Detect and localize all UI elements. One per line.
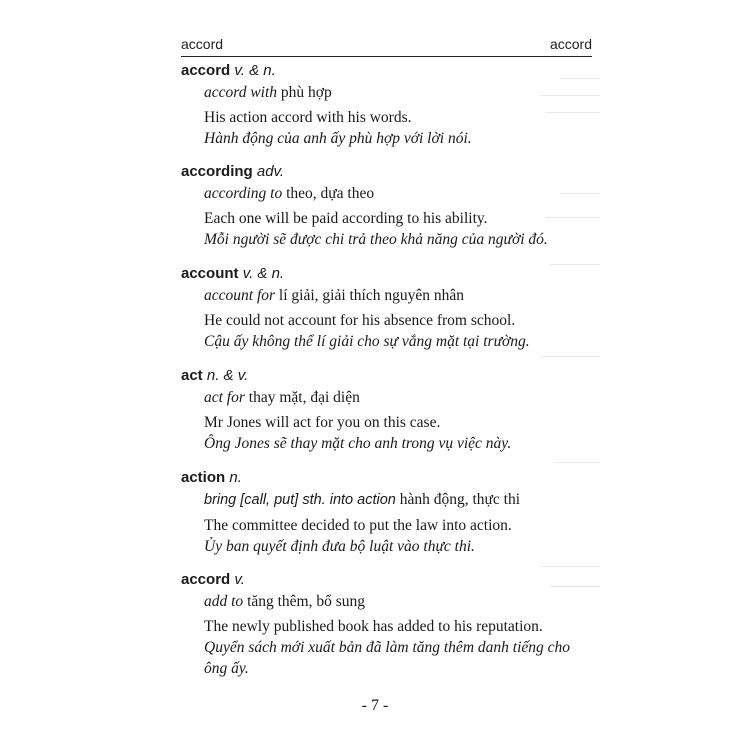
dictionary-entry (181, 162, 601, 250)
phrase-line (204, 387, 601, 408)
headword: account (181, 265, 239, 282)
headword: according (181, 163, 253, 180)
part-of-speech: v. (234, 571, 245, 588)
phrase: according to (204, 185, 283, 202)
dictionary-entry (181, 468, 601, 557)
part-of-speech: adv. (256, 163, 285, 180)
part-of-speech: n. & v. (206, 367, 249, 384)
part-of-speech: n. (229, 469, 242, 486)
phrase: accord with (204, 84, 278, 101)
bleed-through-line (555, 462, 600, 463)
running-header (181, 36, 592, 57)
entry-headword-line (181, 366, 601, 386)
part-of-speech: v. & n. (242, 265, 285, 282)
phrase-meaning: phù hợp (280, 84, 332, 101)
entry-headword-line (181, 468, 601, 488)
example-vietnamese: Quyển sách mới xuất bản đã làm tăng thêm danh tiếng cho ông ấy. (204, 639, 571, 677)
dictionary-entry (181, 570, 601, 679)
dictionary-entry (181, 366, 601, 454)
phrase: act for (204, 389, 245, 406)
phrase-meaning: lí giải, giải thích nguyên nhân (278, 287, 465, 304)
phrase-meaning: tăng thêm, bổ sung (247, 593, 366, 610)
header-right-word: accord (549, 36, 592, 52)
entry-headword-line (181, 570, 601, 590)
phrase-meaning: theo, dựa theo (286, 185, 375, 202)
example-english: His action accord with his words. (204, 109, 412, 126)
example-english: He could not account for his absence from school. (204, 312, 516, 329)
phrase-line (204, 82, 601, 103)
example-english: The newly published book has added to his reputation. (204, 618, 543, 635)
dictionary-entry (181, 61, 601, 149)
phrase-meaning: hành động, thực thi (399, 491, 521, 508)
example-vietnamese: Ủy ban quyết định đưa bộ luật vào thực thi. (204, 538, 475, 555)
bleed-through-line (540, 356, 600, 357)
example-english: Mr Jones will act for you on this case. (204, 414, 441, 431)
phrase: bring [call, put] sth. into action (204, 492, 396, 508)
phrase-line (204, 489, 601, 511)
example-vietnamese: Cậu ấy không thể lí giải cho sự vắng mặt tại trường. (204, 333, 530, 350)
phrase-meaning: thay mặt, đại diện (248, 389, 360, 406)
phrase-line (204, 183, 601, 204)
phrase-line (204, 591, 601, 612)
header-left-word: accord (181, 36, 224, 52)
example-vietnamese: Mỗi người sẽ được chi trả theo khả năng của người đó. (204, 231, 548, 248)
example-vietnamese: Ông Jones sẽ thay mặt cho anh trong vụ việc này. (204, 435, 512, 452)
entry-headword-line (181, 264, 601, 284)
example-vietnamese: Hành động của anh ấy phù hợp với lời nói. (204, 130, 472, 147)
phrase: account for (204, 287, 276, 304)
headword: accord (181, 571, 231, 588)
phrase-line (204, 285, 601, 306)
entry-headword-line (181, 162, 601, 182)
headword: act (181, 367, 203, 384)
headword: action (181, 469, 226, 486)
page-number: - 7 - (361, 697, 389, 714)
example-english: Each one will be paid according to his ability. (204, 210, 488, 227)
example-english: The committee decided to put the law into action. (204, 517, 512, 534)
dictionary-entry (181, 264, 601, 352)
headword: accord (181, 62, 231, 79)
entry-headword-line (181, 61, 601, 81)
bleed-through-line (540, 566, 600, 567)
phrase: add to (204, 593, 244, 610)
part-of-speech: v. & n. (234, 62, 276, 79)
